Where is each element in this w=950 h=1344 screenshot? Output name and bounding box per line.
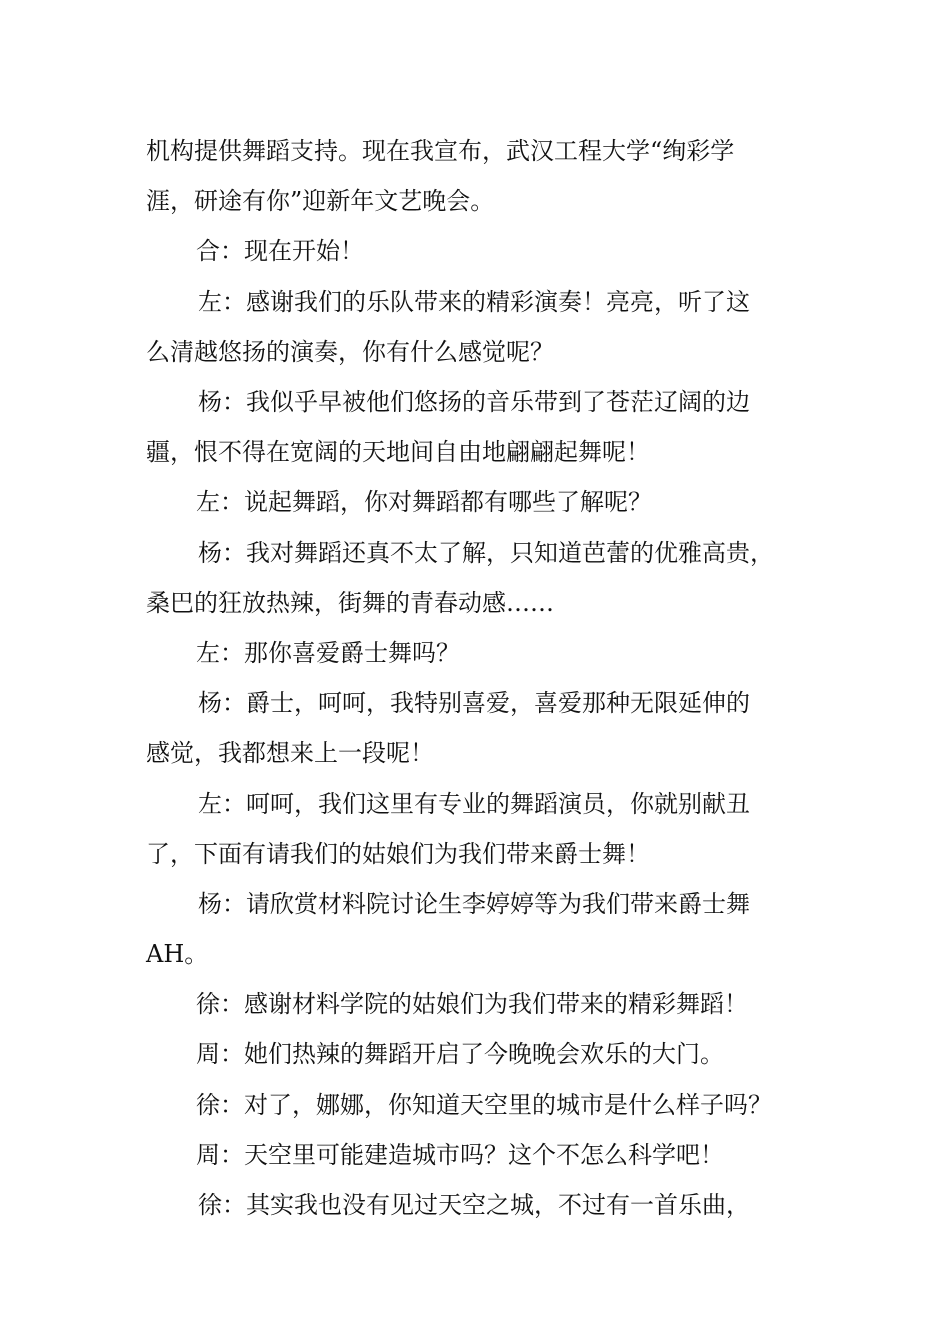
text-line: 左：感谢我们的乐队带来的精彩演奏！亮亮，听了这 (198, 288, 750, 316)
text-line: 杨：爵士，呵呵，我特别喜爱，喜爱那种无限延伸的 (198, 689, 750, 717)
text-line: 桑巴的狂放热辣，街舞的青春动感…… (146, 589, 554, 617)
text-line: 疆，恨不得在宽阔的天地间自由地翩翩起舞呢！ (146, 438, 650, 466)
text-line: 左：说起舞蹈，你对舞蹈都有哪些了解呢？ (196, 488, 652, 516)
text-line: 么清越悠扬的演奏，你有什么感觉呢？ (146, 338, 554, 366)
text-line: 杨：我对舞蹈还真不太了解，只知道芭蕾的优雅高贵， (198, 539, 774, 567)
text-line: 周：她们热辣的舞蹈开启了今晚晚会欢乐的大门。 (196, 1040, 724, 1068)
text-line: 了，下面有请我们的姑娘们为我们带来爵士舞！ (146, 840, 650, 868)
text-line: 感觉，我都想来上一段呢！ (146, 739, 434, 767)
text-line: 徐：对了，娜娜，你知道天空里的城市是什么样子吗？ (196, 1091, 772, 1119)
text-line: AH。 (146, 940, 209, 968)
text-line: 周：天空里可能建造城市吗？这个不怎么科学吧！ (196, 1141, 724, 1169)
text-line: 左：那你喜爱爵士舞吗？ (196, 639, 460, 667)
text-line: 左：呵呵，我们这里有专业的舞蹈演员，你就别献丑 (198, 790, 750, 818)
text-line: 涯，研途有你”迎新年文艺晚会。 (146, 187, 495, 215)
text-line: 徐：其实我也没有见过天空之城，不过有一首乐曲， (198, 1191, 750, 1219)
text-line: 杨：请欣赏材料院讨论生李婷婷等为我们带来爵士舞 (198, 890, 750, 918)
text-line: 合：现在开始！ (196, 237, 364, 265)
text-line: 杨：我似乎早被他们悠扬的音乐带到了苍茫辽阔的边 (198, 388, 750, 416)
text-line: 徐：感谢材料学院的姑娘们为我们带来的精彩舞蹈！ (196, 990, 748, 1018)
text-line: 机构提供舞蹈支持。现在我宣布，武汉工程大学“绚彩学 (146, 137, 735, 165)
